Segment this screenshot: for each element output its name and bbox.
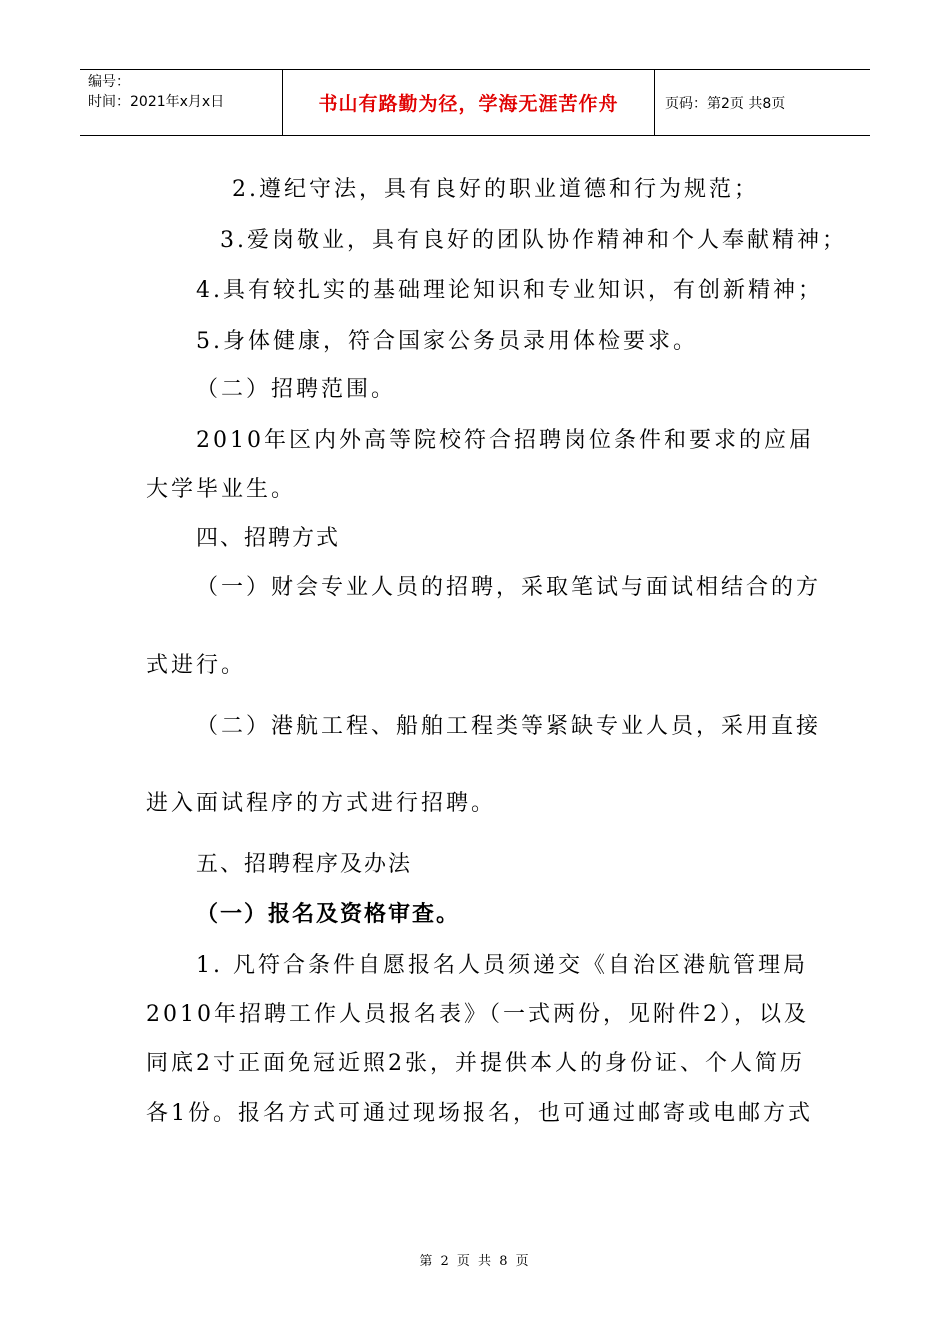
paragraph-line: 2.遵纪守法，具有良好的职业道德和行为规范； — [232, 177, 759, 202]
document-number-label: 编号： — [88, 74, 130, 90]
paragraph-line: 式进行。 — [146, 653, 247, 678]
paragraph-line: （二）招聘范围。 — [196, 377, 397, 402]
paragraph-line: 4.具有较扎实的基础理论知识和专业知识，有创新精神； — [196, 278, 823, 303]
subsection-heading: （一）报名及资格审查。 — [196, 902, 461, 927]
section-heading: 四、招聘方式 — [196, 526, 341, 551]
paragraph-line: 进入面试程序的方式进行招聘。 — [146, 791, 497, 816]
document-time-label: 时间：2021年x月x日 — [88, 94, 225, 110]
paragraph-line: 2010年区内外高等院校符合招聘岗位条件和要求的应届 — [196, 428, 814, 453]
paragraph-line: 1. 凡符合条件自愿报名人员须递交《自治区港航管理局 — [196, 953, 808, 978]
header-motto: 书山有路勤为径，学海无涯苦作舟 — [282, 70, 655, 135]
page-footer: 第 2 页 共 8 页 — [419, 1254, 531, 1269]
paragraph-line: 2010年招聘工作人员报名表》（一式两份，见附件2），以及 — [146, 1002, 809, 1027]
paragraph-line: 5.身体健康，符合国家公务员录用体检要求。 — [196, 329, 698, 354]
header-page-number: 页码：第2页 共8页 — [665, 95, 786, 112]
paragraph-line: （二）港航工程、船舶工程类等紧缺专业人员，采用直接 — [196, 714, 822, 739]
paragraph-line: 各1份。报名方式可通过现场报名，也可通过邮寄或电邮方式 — [146, 1101, 813, 1126]
paragraph-line: 同底2寸正面免冠近照2张，并提供本人的身份证、个人简历 — [146, 1051, 805, 1076]
page-header — [80, 69, 870, 136]
section-heading: 五、招聘程序及办法 — [196, 852, 413, 877]
paragraph-line: （一）财会专业人员的招聘，采取笔试与面试相结合的方 — [196, 575, 822, 600]
header-meta — [80, 70, 282, 135]
paragraph-line: 大学毕业生。 — [146, 477, 297, 502]
paragraph-line: 3.爱岗敬业，具有良好的团队协作精神和个人奉献精神； — [220, 228, 847, 253]
